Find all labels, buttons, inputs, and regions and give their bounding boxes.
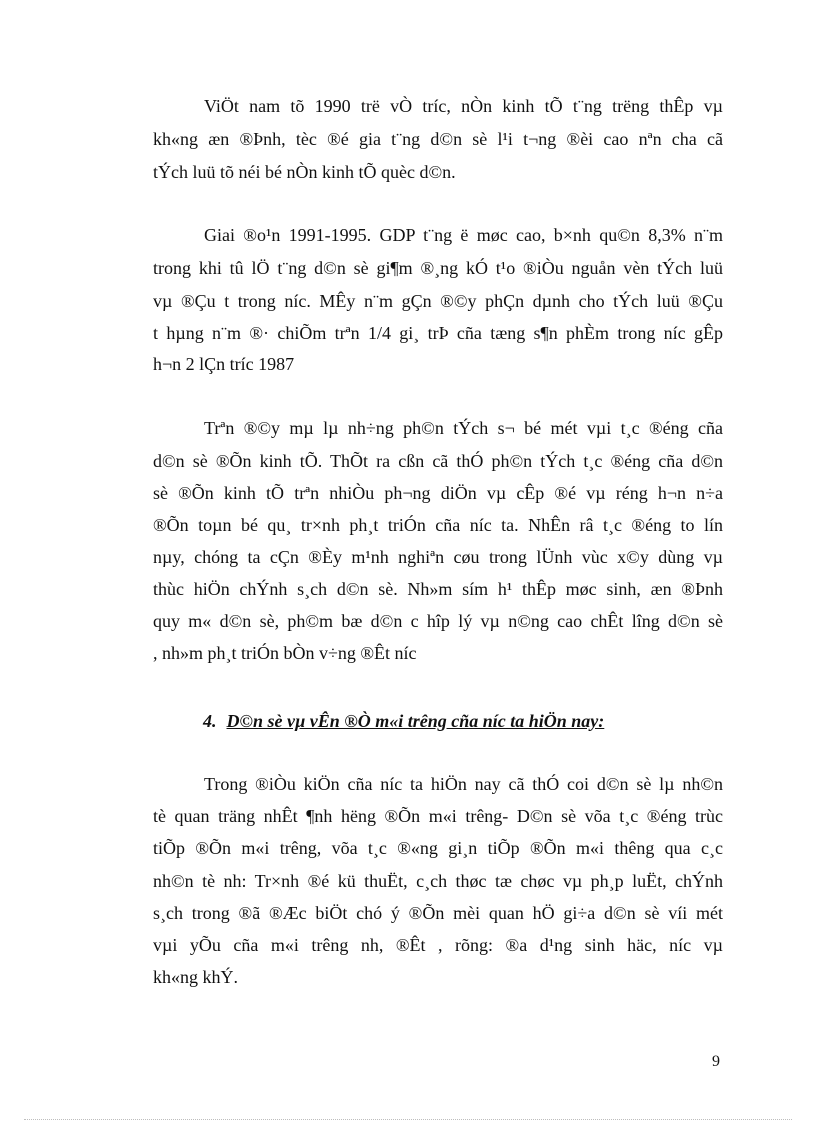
paragraph-2-line-4: t hµng n¨m ®· chiÕm trªn 1/4 gi¸ trÞ cña tæng s¶n phÈm trong níc gÊp	[153, 323, 723, 343]
paragraph-4-line-6: vµi yÕu cña m«i trêng nh, ®Êt , rõng: ®a d¹ng sinh häc, níc vµ	[153, 935, 723, 955]
section-heading	[203, 708, 604, 734]
paragraph-4-line-5: s¸ch trong ®ã ®Æc biÖt chó ý ®Õn mèi quan hÖ gi÷a d©n sè víi mét	[153, 903, 723, 923]
section-heading-number: 4.	[203, 711, 217, 731]
paragraph-3-line-2: d©n sè ®Õn kinh tÕ. ThÕt ra cßn cã thÓ ph©n tÝch t¸c ®éng cña d©n	[153, 451, 723, 471]
paragraph-4-line-3: tiÕp ®Õn m«i trêng, võa t¸c ®«ng gi¸n tiÕp ®Õn m«i thêng qua c¸c	[153, 838, 723, 858]
section-heading-text: D©n sè vµ vÊn ®Ò m«i trêng cña níc ta hiÖn nay:	[226, 711, 605, 731]
paragraph-4-line-1: Trong ®iÒu kiÖn cña níc ta hiÖn nay cã thÓ coi d©n sè lµ nh©n	[204, 774, 723, 794]
paragraph-1-line-3: tÝch luü tõ néi bé nÒn kinh tÕ quèc d©n.	[153, 162, 456, 182]
footer-divider	[24, 1119, 792, 1120]
paragraph-3-line-1: Trªn ®©y mµ lµ nh÷ng ph©n tÝch s¬ bé mét vµi t¸c ®éng cña	[204, 418, 723, 438]
paragraph-1-line-1: ViÖt nam tõ 1990 trë vÒ tríc, nÒn kinh tÕ t¨ng trëng thÊp vµ	[204, 96, 723, 116]
paragraph-4-line-2: tè quan träng nhÊt ¶nh hëng ®Õn m«i trêng- D©n sè võa t¸c ®éng trùc	[153, 806, 723, 826]
paragraph-3-line-8: , nh»m ph¸t triÓn bÒn v÷ng ®Êt níc	[153, 643, 417, 663]
paragraph-2-line-3: vµ ®Çu t trong níc. MÊy n¨m gÇn ®©y phÇn dµnh cho tÝch luü ®Çu	[153, 291, 723, 311]
paragraph-4-line-7: kh«ng khÝ.	[153, 967, 238, 987]
paragraph-3-line-6: thùc hiÖn chÝnh s¸ch d©n sè. Nh»m sím h¹ thÊp møc sinh, æn ®Þnh	[153, 579, 723, 599]
paragraph-3-line-7: quy m« d©n sè, ph©m bæ d©n c hîp lý vµ n©ng cao chÊt lîng d©n sè	[153, 611, 723, 631]
paragraph-2-line-1: Giai ®o¹n 1991-1995. GDP t¨ng ë møc cao, b×nh qu©n 8,3% n¨m	[204, 225, 723, 245]
paragraph-4-line-4: nh©n tè nh: Tr×nh ®é kü thuËt, c¸ch thøc tæ chøc vµ ph¸p luËt, chÝnh	[153, 871, 723, 891]
paragraph-3-line-3: sè ®Õn kinh tÕ trªn nhiÒu ph¬ng diÖn vµ cÊp ®é vµ réng h¬n n÷a	[153, 483, 723, 503]
paragraph-2-line-5: h¬n 2 lÇn tríc 1987	[153, 354, 295, 374]
page-number: 9	[712, 1053, 720, 1070]
paragraph-1-line-2: kh«ng æn ®Þnh, tèc ®é gia t¨ng d©n sè l¹i t¬ng ®èi cao nªn cha cã	[153, 129, 723, 149]
paragraph-2-line-2: trong khi tû lÖ t¨ng d©n sè gi¶m ®¸ng kÓ t¹o ®iÒu nguån vèn tÝch luü	[153, 258, 723, 278]
paragraph-3-line-5: nµy, chóng ta cÇn ®Èy m¹nh nghiªn cøu trong lÜnh vùc x©y dùng vµ	[153, 547, 723, 567]
paragraph-3-line-4: ®Õn toµn bé qu¸ tr×nh ph¸t triÓn cña níc ta. NhÊn râ t¸c ®éng to lín	[153, 515, 723, 535]
